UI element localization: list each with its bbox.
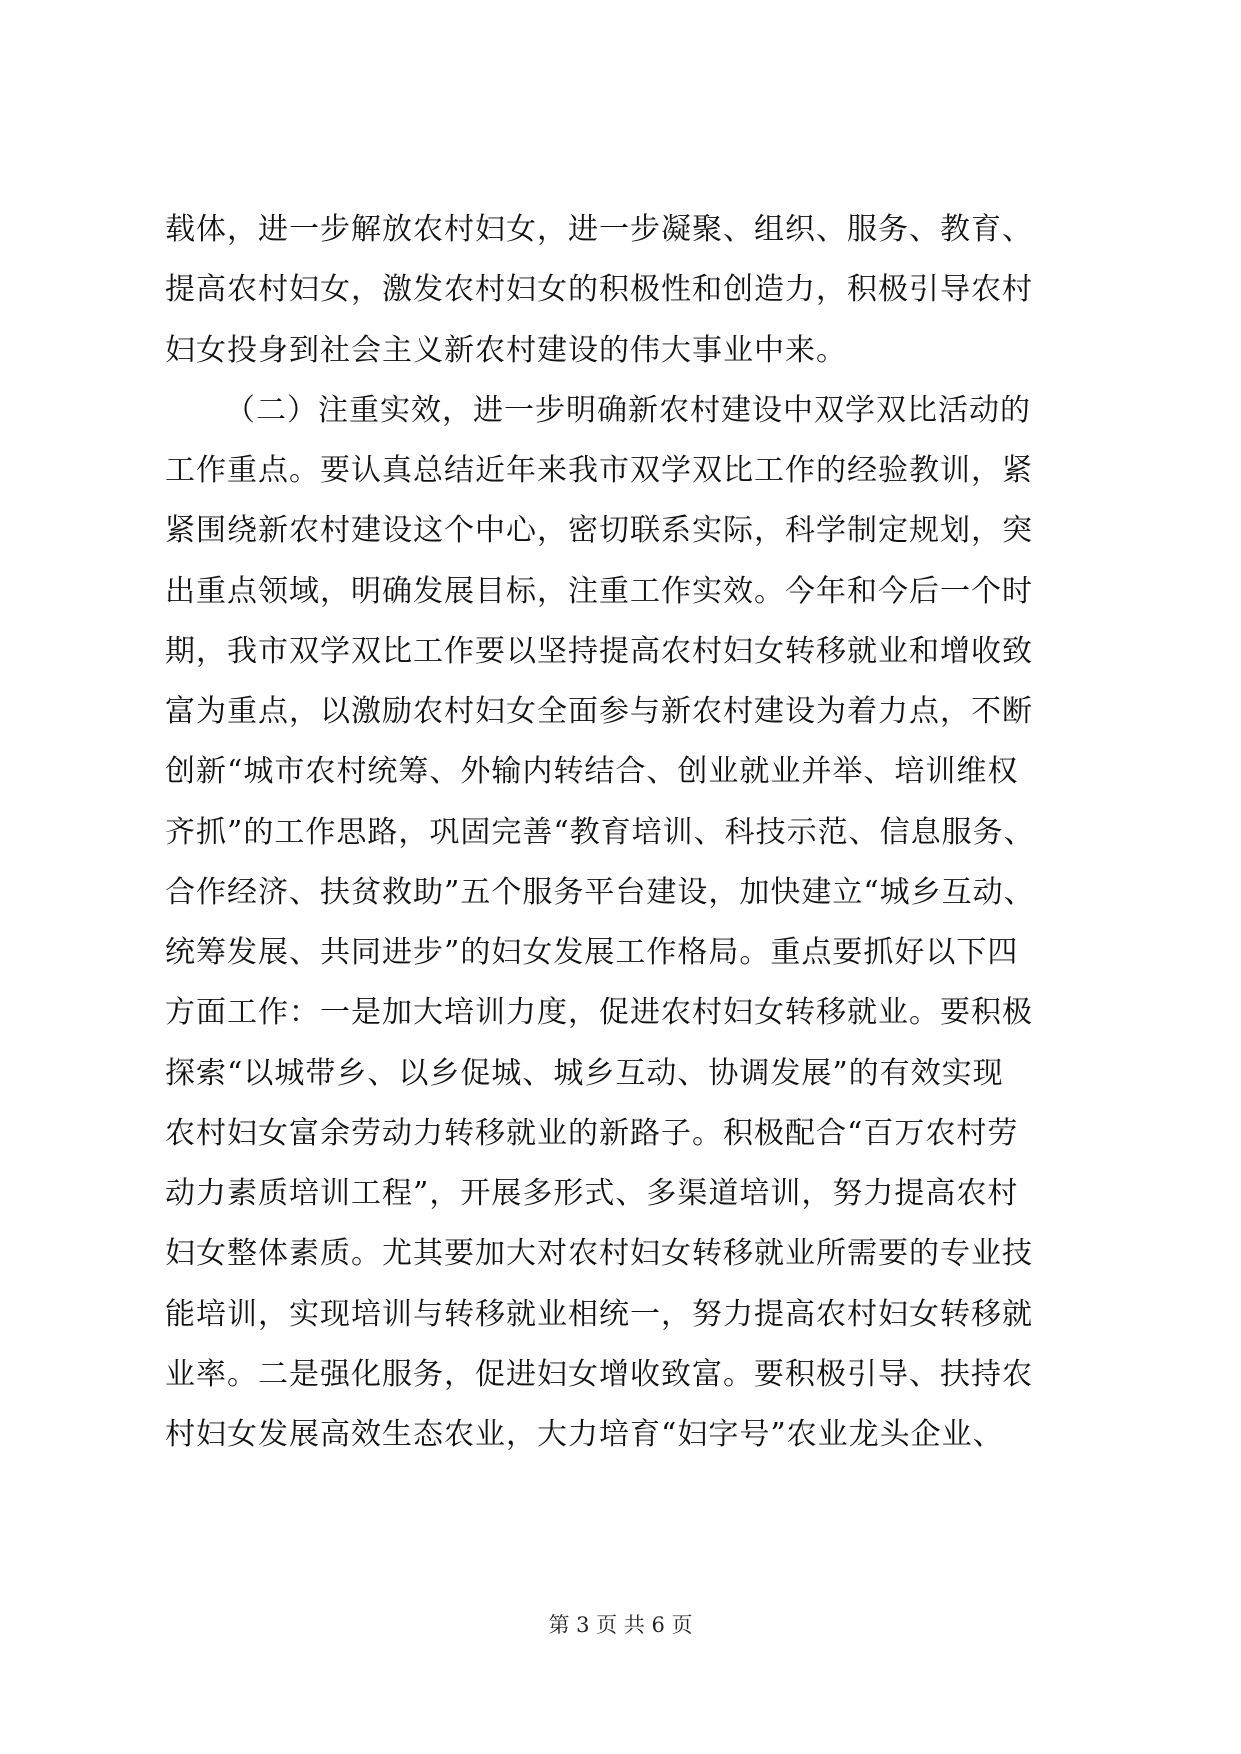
body-text xyxy=(165,200,1085,1465)
text-line: 妇女整体素质。尤其要加大对农村妇女转移就业所需要的专业技 xyxy=(165,1236,1033,1272)
text-line: 期，我市双学双比工作要以坚持提高农村妇女转移就业和增收致 xyxy=(165,633,1033,669)
page-footer xyxy=(0,1610,1241,1640)
paragraph-start-line: （二）注重实效，进一步明确新农村建设中双学双比活动的 xyxy=(225,392,1031,428)
text-line: 工作重点。要认真总结近年来我市双学双比工作的经验教训，紧 xyxy=(165,453,1033,488)
text-line: 齐抓”的工作思路，巩固完善“教育培训、科技示范、信息服务、 xyxy=(165,814,1035,850)
text-line: 村妇女发展高效生态农业，大力培育“妇字号”农业龙头企业、 xyxy=(165,1417,1004,1452)
text-line: 动力素质培训工程”，开展多形式、多渠道培训，努力提高农村 xyxy=(165,1176,1019,1211)
text-line: 载体，进一步解放农村妇女，进一步凝聚、组织、服务、教育、 xyxy=(165,212,1033,247)
text-line: 合作经济、扶贫救助”五个服务平台建设，加快建立“城乡互动、 xyxy=(165,874,1035,910)
text-line: 农村妇女富余劳动力转移就业的新路子。积极配合“百万农村劳 xyxy=(165,1115,1019,1151)
text-line: 能培训，实现培训与转移就业相统一，努力提高农村妇女转移就 xyxy=(165,1296,1033,1332)
text-line: 提高农村妇女，激发农村妇女的积极性和创造力，积极引导农村 xyxy=(165,272,1033,308)
text-line: 紧围绕新农村建设这个中心，密切联系实际，科学制定规划，突 xyxy=(165,513,1033,549)
text-line: 创新“城市农村统筹、外输内转结合、创业就业并举、培训维权 xyxy=(165,754,1019,790)
text-line: 统筹发展、共同进步”的妇女发展工作格局。重点要抓好以下四 xyxy=(165,935,1019,970)
text-line: 妇女投身到社会主义新农村建设的伟大事业中来。 xyxy=(165,332,847,368)
text-line: 探索“以城带乡、以乡促城、城乡互动、协调发展”的有效实现 xyxy=(165,1055,1004,1091)
text-line: 方面工作：一是加大培训力度，促进农村妇女转移就业。要积极 xyxy=(165,995,1033,1031)
text-line: 出重点领域，明确发展目标，注重工作实效。今年和今后一个时 xyxy=(165,573,1033,609)
text-line: 富为重点，以激励农村妇女全面参与新农村建设为着力点，不断 xyxy=(165,694,1033,729)
page-number: 第 3 页 共 6 页 xyxy=(548,1613,693,1637)
text-line: 业率。二是强化服务，促进妇女增收致富。要积极引导、扶持农 xyxy=(165,1356,1033,1392)
